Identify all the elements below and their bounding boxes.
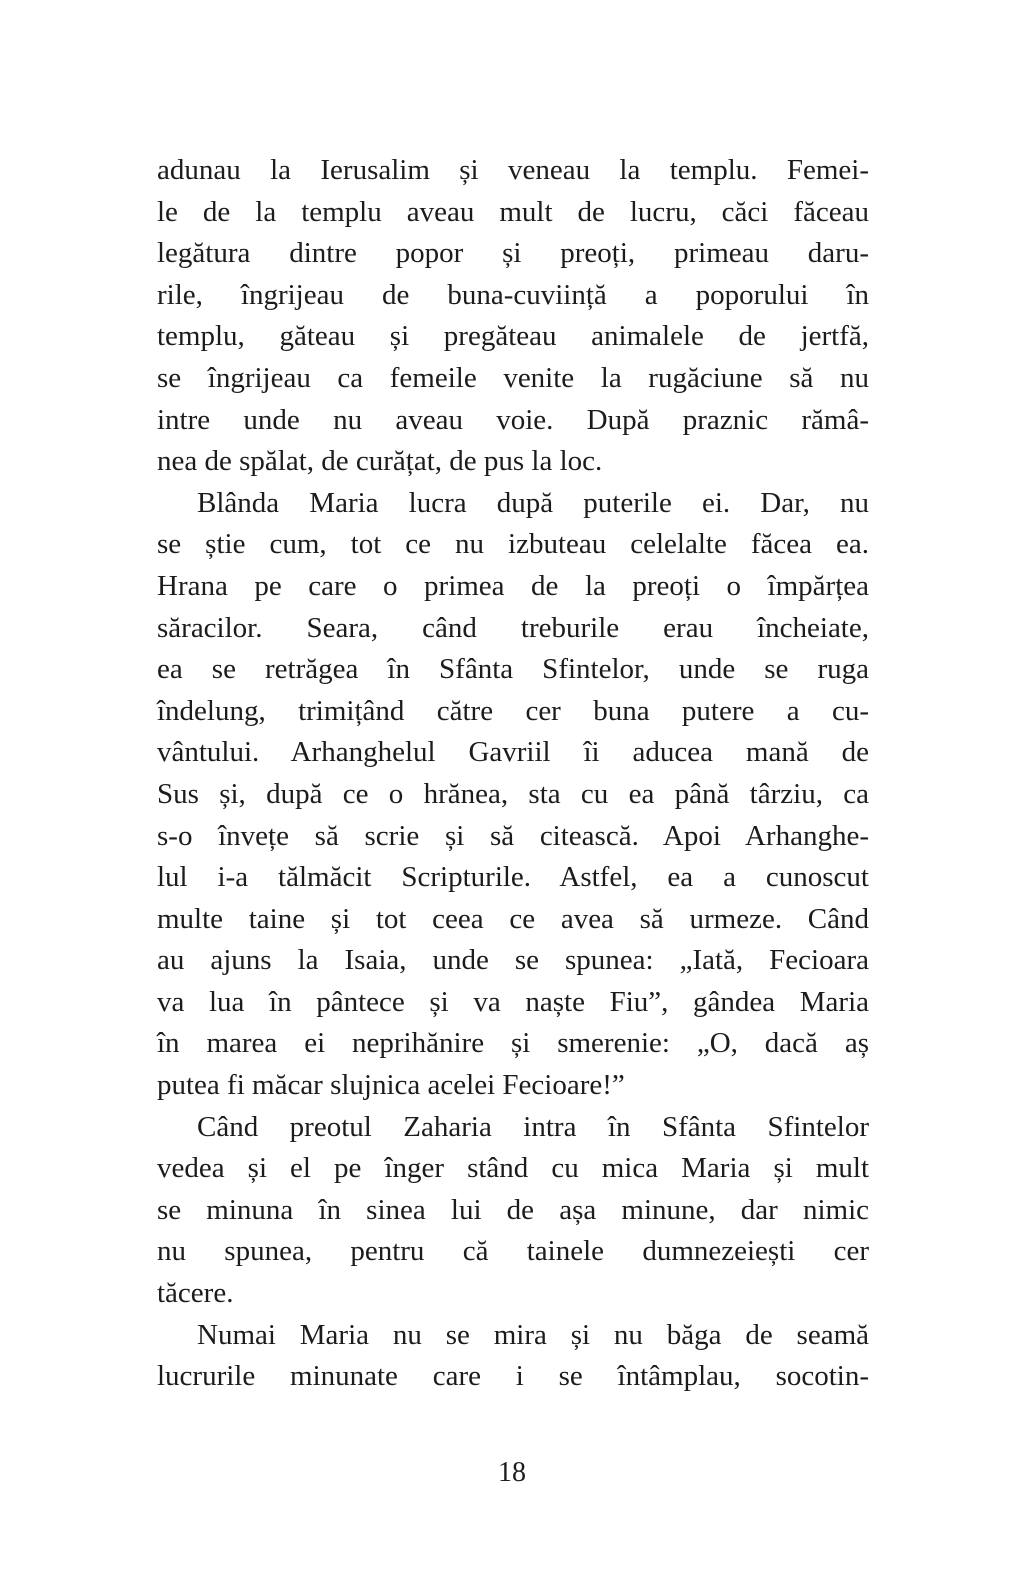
text-line: lucrurile minunate care i se întâmplau, socotin- [157, 1360, 869, 1393]
paragraph [157, 150, 869, 483]
text-line: rile, îngrijeau de buna-cuviință a poporului în [157, 278, 869, 311]
paragraph [157, 483, 869, 1107]
text-line: le de la templu aveau mult de lucru, căci făceau [157, 195, 869, 228]
text-line: putea fi măcar slujnica acelei Fecioare!” [157, 1069, 625, 1102]
text-line: multe taine și tot ceea ce avea să urmeze. Când [157, 902, 869, 935]
text-line: lul i-a tălmăcit Scripturile. Astfel, ea a cunoscut [157, 861, 869, 894]
text-line: au ajuns la Isaia, unde se spunea: „Iată, Fecioara [157, 944, 869, 977]
text-line: ea se retrăgea în Sfânta Sfintelor, unde se ruga [157, 653, 869, 686]
text-line: intre unde nu aveau voie. După praznic rămâ- [157, 403, 869, 436]
text-line: nu spunea, pentru că tainele dumnezeiești cer [157, 1235, 869, 1268]
text-line: Când preotul Zaharia intra în Sfânta Sfintelor [197, 1110, 869, 1143]
text-line: Numai Maria nu se mira și nu băga de seamă [197, 1318, 869, 1351]
text-line: săracilor. Seara, când treburile erau încheiate, [157, 611, 869, 644]
text-line: Blânda Maria lucra după puterile ei. Dar, nu [197, 486, 869, 519]
text-line: se minuna în sinea lui de așa minune, dar nimic [157, 1193, 869, 1226]
text-block [157, 150, 869, 1398]
text-line: în marea ei neprihănire și smerenie: „O, dacă aș [157, 1027, 869, 1060]
text-line: s-o învețe să scrie și să citească. Apoi Arhanghe- [157, 819, 869, 852]
text-line: va lua în pântece și va naște Fiu”, gândea Maria [157, 985, 869, 1018]
text-line: Sus și, după ce o hrănea, sta cu ea până târziu, ca [157, 777, 869, 810]
paragraph [157, 1107, 869, 1315]
text-line: adunau la Ierusalim și veneau la templu. Femei- [157, 154, 869, 186]
text-line: tăcere. [157, 1277, 234, 1310]
text-line: se știe cum, tot ce nu izbuteau celelalte făcea ea. [157, 528, 869, 561]
text-line: legătura dintre popor și preoți, primeau daru- [157, 237, 869, 270]
text-line: se îngrijeau ca femeile venite la rugăciune să nu [157, 361, 869, 394]
text-line: nea de spălat, de curățat, de pus la loc. [157, 445, 603, 478]
paragraph [157, 1315, 869, 1398]
text-line: vedea și el pe înger stând cu mica Maria și mult [157, 1152, 869, 1185]
page-number: 18 [498, 1457, 526, 1488]
text-line: Hrana pe care o primea de la preoți o împărțea [157, 569, 869, 602]
text-line: vântului. Arhanghelul Gavriil îi aducea mană de [157, 736, 869, 769]
text-line: îndelung, trimițând către cer buna putere a cu- [157, 694, 869, 727]
text-line: templu, găteau și pregăteau animalele de jertfă, [157, 320, 869, 353]
